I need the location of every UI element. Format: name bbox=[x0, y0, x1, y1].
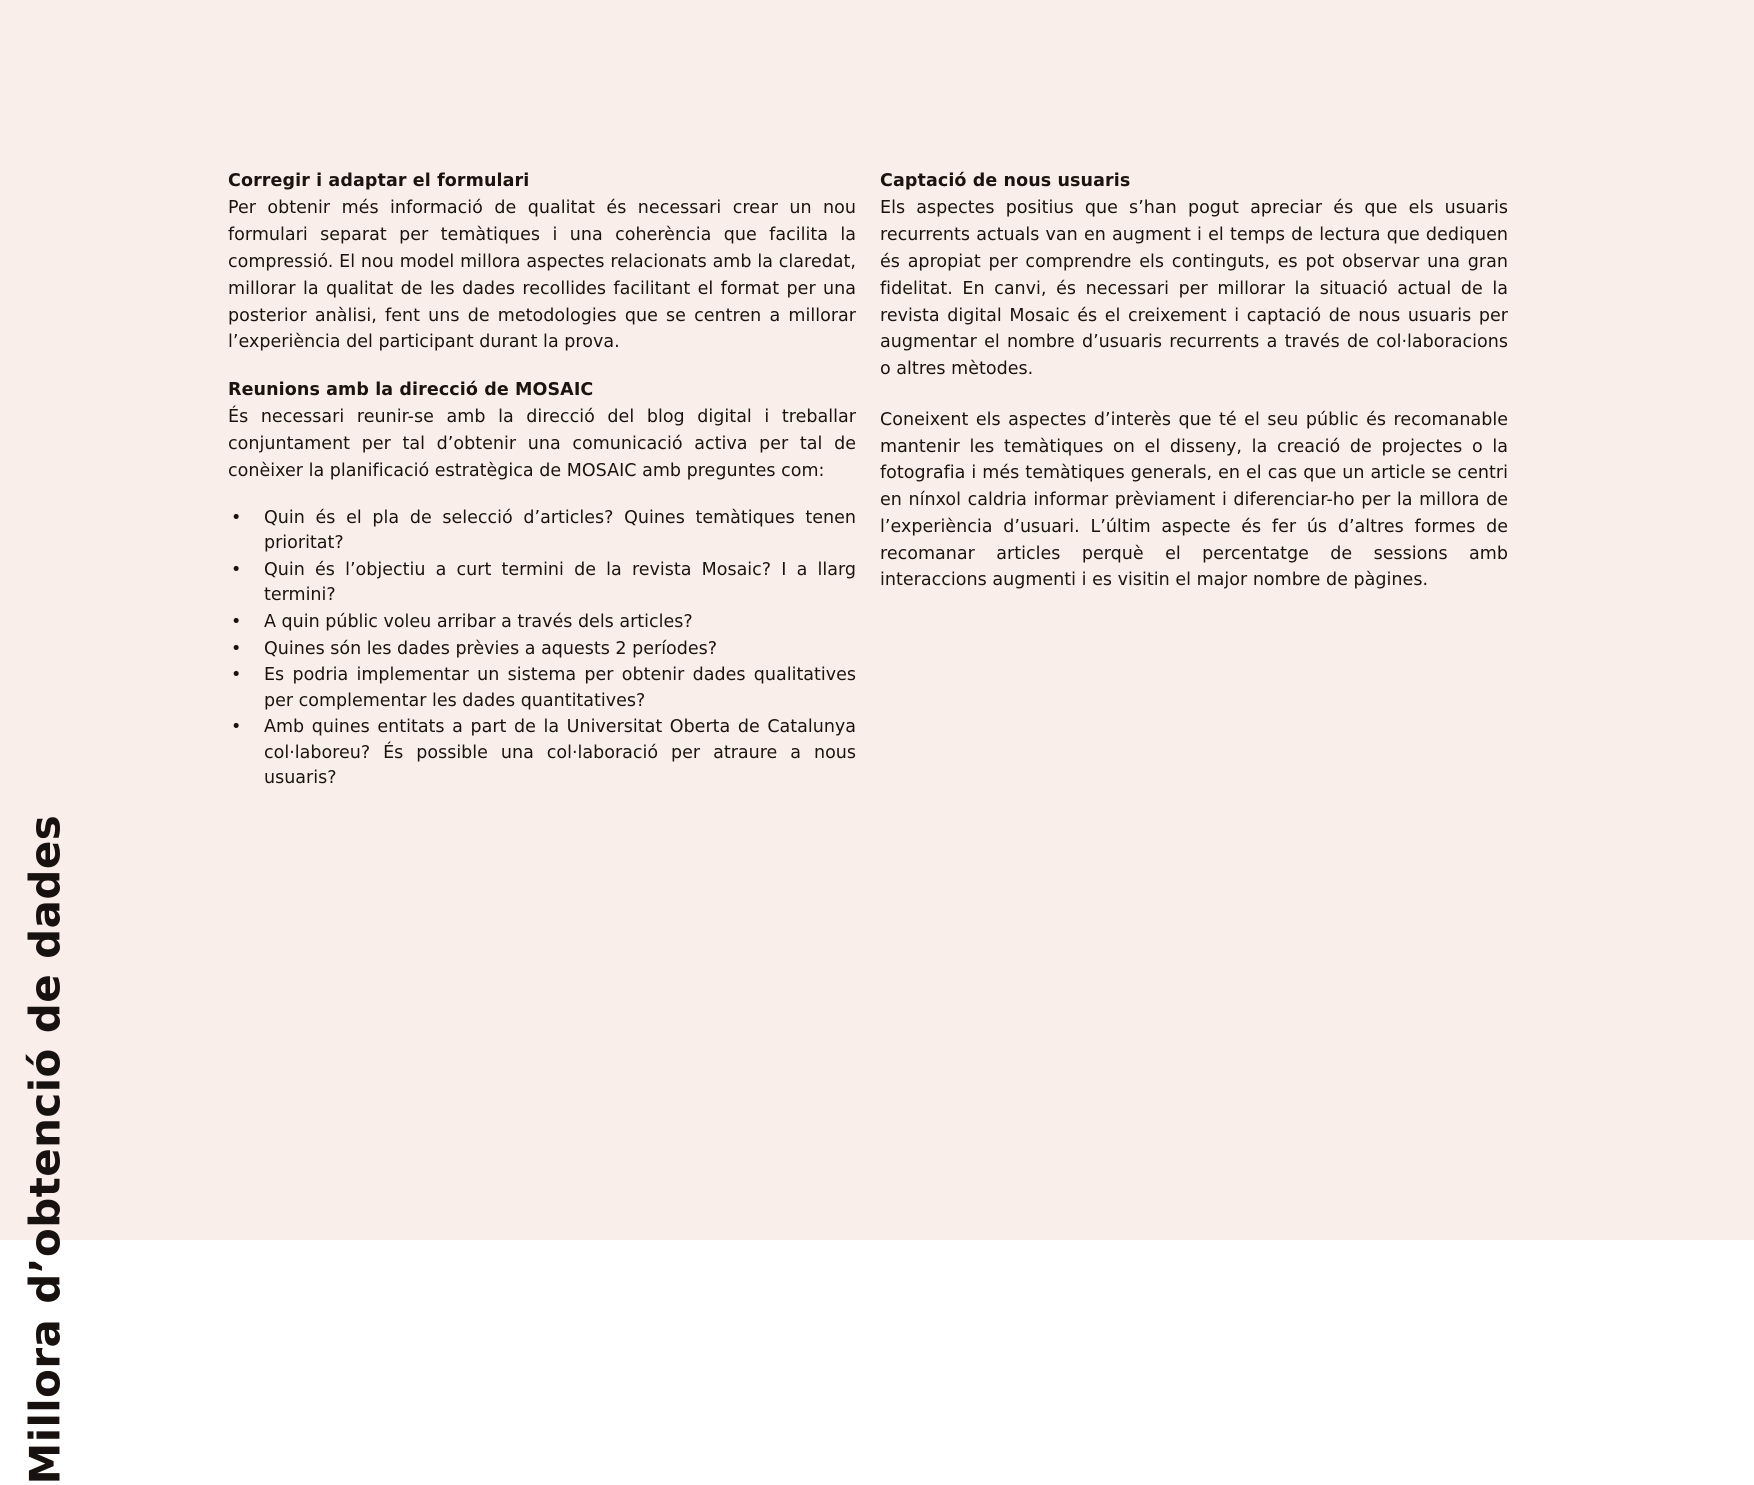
right-section-1-heading: Captació de nous usuaris bbox=[880, 171, 1131, 191]
bullet-dot-icon: • bbox=[231, 507, 242, 528]
question-list-item bbox=[228, 610, 856, 636]
left-section-corregir-formulari bbox=[228, 170, 856, 356]
question-list-item-label: Quines són les dades prèvies a aquests 2 períodes? bbox=[264, 638, 718, 659]
vertical-title-area bbox=[0, 0, 210, 1485]
right-section-captacio-usuaris bbox=[880, 170, 1508, 594]
bullet-dot-icon: • bbox=[231, 638, 242, 659]
left-section-reunions-mosaic bbox=[228, 379, 856, 792]
question-list-item bbox=[228, 558, 856, 609]
left-column bbox=[228, 170, 856, 1170]
bullet-dot-icon: • bbox=[231, 665, 242, 686]
question-list-item-label: Amb quines entitats a part de la Universitat Oberta de Catalunya col·laboreu? És possible una col·laboració per atraure a nous usuaris? bbox=[264, 717, 856, 789]
left-section-1-heading: Corregir i adaptar el formulari bbox=[228, 171, 530, 191]
question-list-item bbox=[228, 637, 856, 663]
content-columns bbox=[228, 170, 1508, 1170]
question-list-item-label: A quin públic voleu arribar a través dels articles? bbox=[264, 611, 693, 632]
questions-bullet-list bbox=[228, 506, 856, 792]
left-section-1-paragraph: Per obtenir més informació de qualitat és necessari crear un nou formulari separat per temàtiques i una coherència que facilita la compressió. El nou model millora aspectes relacionats amb la claredat, millorar la qualitat de les dades recollides facilitant el format per una posterior anàlisi, fent uns de metodologies que se centren a millorar l’experiència del participant durant la prova. bbox=[228, 198, 856, 353]
question-list-item-label: Quin és el pla de selecció d’articles? Quines temàtiques tenen prioritat? bbox=[264, 507, 856, 554]
bullet-dot-icon: • bbox=[231, 611, 242, 632]
question-list-item bbox=[228, 663, 856, 714]
left-section-2-heading: Reunions amb la direcció de MOSAIC bbox=[228, 380, 594, 401]
question-list-item bbox=[228, 506, 856, 557]
question-list-item-label: Es podria implementar un sistema per obtenir dades qualitatives per complementar les dades quantitatives? bbox=[264, 665, 856, 711]
bullet-dot-icon: • bbox=[231, 559, 242, 580]
right-column bbox=[880, 170, 1508, 1170]
left-section-2-paragraph: És necessari reunir-se amb la direcció del blog digital i treballar conjuntament per tal d’obtenir una comunicació activa per tal de conèixer la planificació estratègica de MOSAIC amb preguntes com: bbox=[228, 407, 856, 481]
right-section-1-paragraph-1: Els aspectes positius que s’han pogut apreciar és que els usuaris recurrents actuals van en augment i el temps de lectura que dediquen és apropiat per comprendre els continguts, es pot observar una gran fidelitat. En canvi, és necessari per millorar la situació actual de la revista digital Mosaic és el creixement i captació de nous usuaris per augmentar el nombre d’usuaris recurrents a través de col·laboracions o altres mètodes. bbox=[880, 198, 1508, 380]
right-section-1-paragraph-2: Coneixent els aspectes d’interès que té el seu públic és recomanable mantenir les temàtiques on el disseny, la creació de projectes o la fotografia i més temàtiques generals, en el cas que un article se centri en nínxol caldria informar prèviament i diferenciar-ho per la millora de l’experiència d’usuari. L’últim aspecte és fer ús d’altres formes de recomanar articles perquè el percentatge de sessions amb interaccions augmenti i es visitin el major nombre de pàgines. bbox=[880, 409, 1508, 591]
bullet-dot-icon: • bbox=[231, 717, 242, 738]
question-list-item bbox=[228, 715, 856, 792]
paragraph-spacer bbox=[880, 383, 1508, 407]
section-spacer bbox=[228, 356, 856, 379]
question-list-item-label: Quin és l’objectiu a curt termini de la revista Mosaic? I a llarg termini? bbox=[264, 559, 856, 606]
section-vertical-title: Millora d’obtenció de dades bbox=[20, 814, 70, 1485]
